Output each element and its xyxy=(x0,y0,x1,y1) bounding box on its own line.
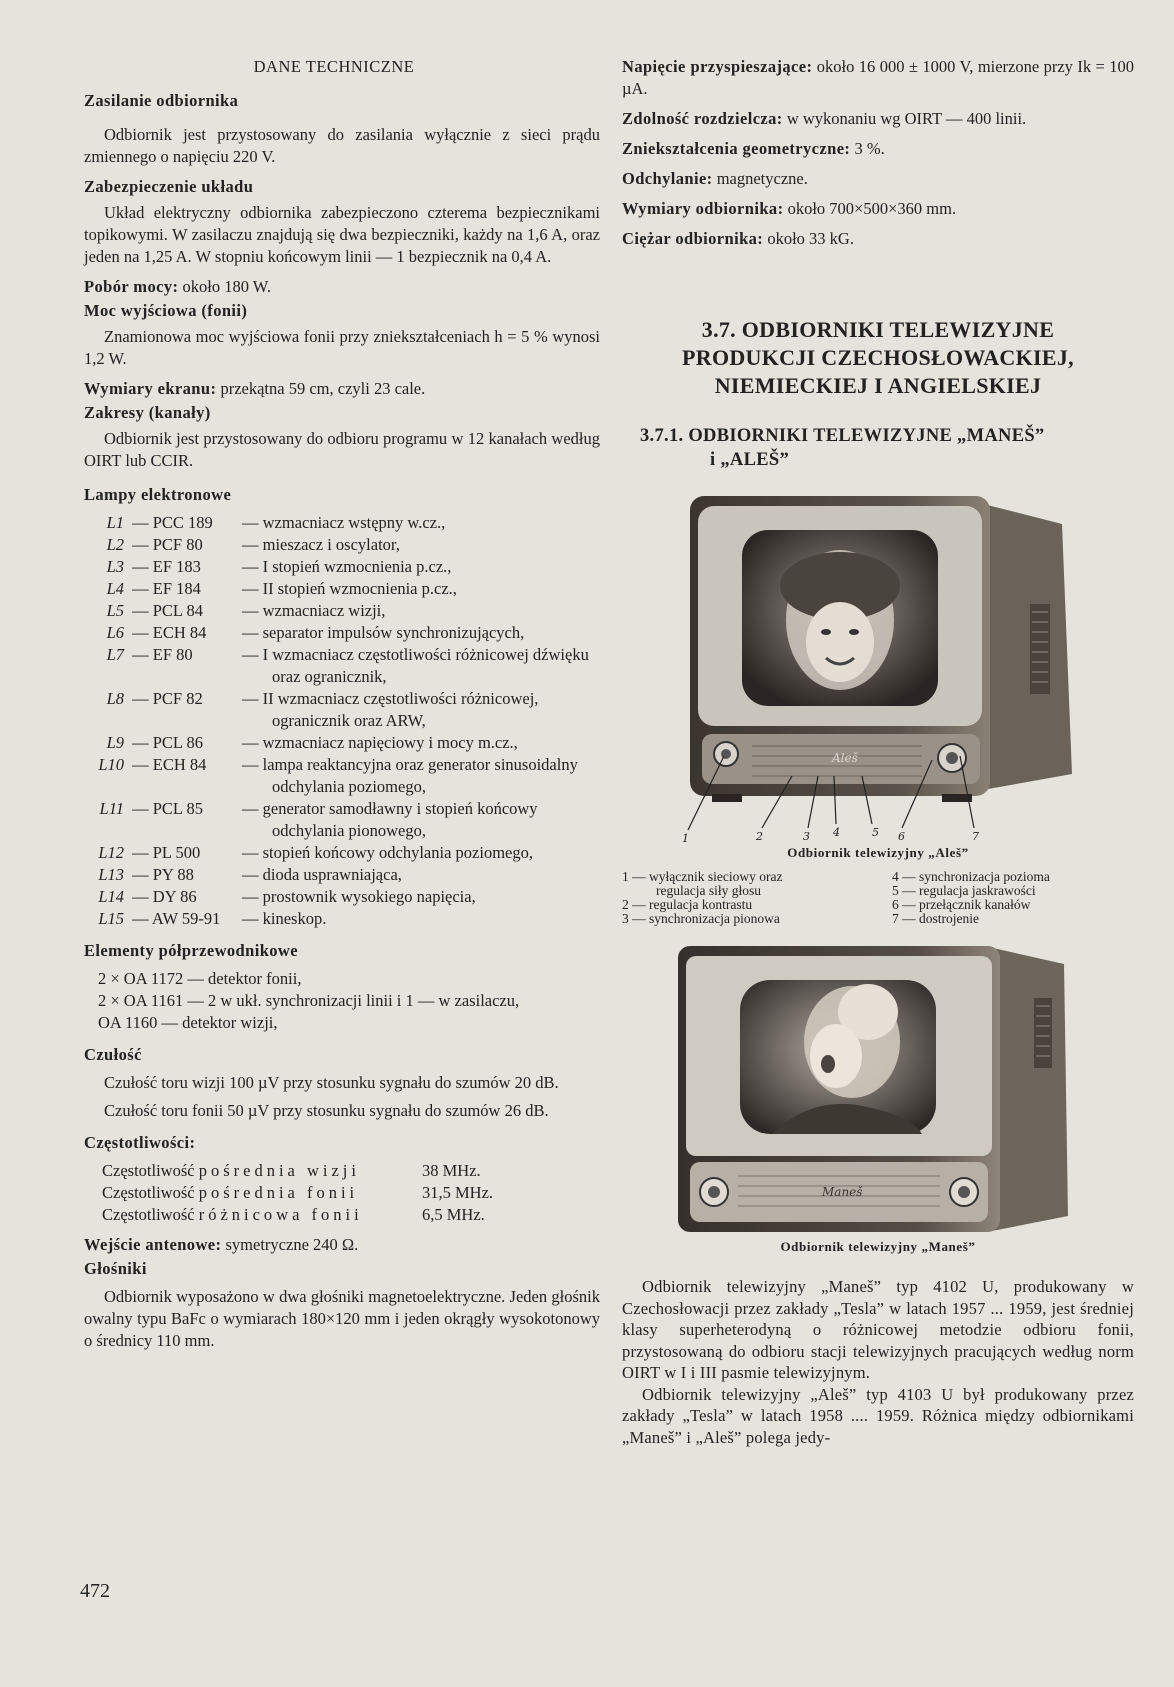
lamp-row: L1 — PCC 189 — wzmacniacz wstępny w.cz., xyxy=(94,512,600,534)
lamp-id: L5 xyxy=(106,601,124,620)
ales-paragraph: Odbiornik telewizyjny „Aleš” typ 4103 U był produkowany przez zakłady „Tesla” w latach 1958 .... 1959. Różnica między odbiornikami „Maneš” i „Aleš” polega jedy- xyxy=(622,1384,1134,1447)
page-number: 472 xyxy=(80,1580,110,1602)
lamp-row: L11 — PCL 85 — generator samodławny i stopień końcowy odchylania pionowego, xyxy=(94,798,600,842)
freq-value: 6,5 MHz. xyxy=(422,1205,485,1224)
lamp-desc: — I stopień wzmocnienia p.cz., xyxy=(242,557,452,576)
zabezpieczenie-heading: Zabezpieczenie układu xyxy=(84,177,254,196)
wymiary-value: około 700×500×360 mm. xyxy=(783,199,957,218)
ciezar-line xyxy=(622,228,1134,250)
freq-prefix: Częstotliwość xyxy=(102,1205,199,1224)
tv-ales-image xyxy=(622,494,1134,844)
lamp-type: PCL 86 xyxy=(152,733,204,752)
lamp-row: L4 — EF 184 — II stopień wzmocnienia p.cz., xyxy=(94,578,600,600)
lamp-desc: — prostownik wysokiego napięcia, xyxy=(242,887,476,906)
lamp-id: L1 xyxy=(106,513,124,532)
manes-paragraph: Odbiornik telewizyjny „Maneš” typ 4102 U, produkowany w Czechosłowacji przez zakłady „Tesla” w latach 1957 ... 1959, jest średniej klasy superheterodyną o różnicowej metodzie odbioru fonii, przystosowaną do odbioru stacji telewizyjnych pracujących według norm OIRT w I i III pasmie telewizyjnym. xyxy=(622,1277,1134,1382)
lamp-id: L4 xyxy=(106,579,124,598)
napiecie-line xyxy=(622,56,1134,100)
zakresy-text: Odbiornik jest przystosowany do odbioru programu w 12 kanałach według OIRT lub CCIR. xyxy=(84,429,600,470)
lamp-desc: — kineskop. xyxy=(242,909,327,928)
legend-item: regulacja siły głosu xyxy=(656,883,761,898)
lamp-desc: — II wzmacniacz częstotliwości różnicowej, ogranicznik oraz ARW, xyxy=(242,689,539,730)
legend-item: 6 — przełącznik kanałów xyxy=(892,897,1031,912)
legend-item: 1 — wyłącznik sieciowy oraz xyxy=(622,869,783,884)
lamp-id: L12 xyxy=(98,843,124,862)
odchylanie-line xyxy=(622,168,1134,190)
callout-1: 1 xyxy=(682,832,689,844)
lamp-type: ECH 84 xyxy=(152,755,207,774)
lamp-desc: — generator samodławny i stopień końcowy odchylania pionowego, xyxy=(242,799,538,840)
wymiary-label: Wymiary odbiornika: xyxy=(622,199,784,218)
lamp-row: L2 — PCF 80 — mieszacz i oscylator, xyxy=(94,534,600,556)
freq-prefix: Częstotliwość xyxy=(102,1161,199,1180)
pobor-mocy-label: Pobór mocy: xyxy=(84,277,179,296)
legend-left xyxy=(622,870,892,926)
lamp-row: L15 — AW 59-91 — kineskop. xyxy=(94,908,600,930)
zdolnosc-label: Zdolność rozdzielcza: xyxy=(622,109,783,128)
lamp-type: EF 183 xyxy=(152,557,201,576)
lamp-row: L12 — PL 500 — stopień końcowy odchylania poziomego, xyxy=(94,842,600,864)
tv-ales-brand: Aleš xyxy=(832,751,858,765)
lamp-desc: — II stopień wzmocnienia p.cz., xyxy=(242,579,457,598)
lamp-type: PL 500 xyxy=(152,843,201,862)
lamp-desc: — I wzmacniacz częstotliwości różnicowej dźwięku oraz ogranicznik, xyxy=(242,645,589,686)
legend-item: 3 — synchronizacja pionowa xyxy=(622,911,780,926)
wejscie-value: symetryczne 240 Ω. xyxy=(221,1235,359,1254)
wymiary-ekranu-label: Wymiary ekranu: xyxy=(84,379,217,398)
lamp-row: L14 — DY 86 — prostownik wysokiego napięcia, xyxy=(94,886,600,908)
lamp-row: L13 — PY 88 — dioda usprawniająca, xyxy=(94,864,600,886)
lamp-id: L7 xyxy=(106,645,124,664)
lamp-row: L6 — ECH 84 — separator impulsów synchronizujących, xyxy=(94,622,600,644)
callout-3: 3 xyxy=(803,830,810,843)
legend-item: 7 — dostrojenie xyxy=(892,911,979,926)
lamp-desc: — wzmacniacz napięciowy i mocy m.cz., xyxy=(242,733,518,752)
legend-item: 4 — synchronizacja pozioma xyxy=(892,869,1050,884)
lamp-desc: — wzmacniacz wstępny w.cz., xyxy=(242,513,446,532)
lamp-id: L3 xyxy=(106,557,124,576)
callout-6: 6 xyxy=(898,830,905,843)
callout-4: 4 xyxy=(833,826,840,839)
lamp-id: L10 xyxy=(98,755,124,774)
czulosc-heading: Czułość xyxy=(84,1045,142,1064)
callout-5: 5 xyxy=(872,826,879,839)
zdolnosc-value: w wykonaniu wg OIRT — 400 linii. xyxy=(782,109,1027,128)
lamp-type: EF 80 xyxy=(152,645,193,664)
freq-row xyxy=(84,1204,600,1226)
ciezar-value: około 33 kG. xyxy=(763,229,854,248)
left-column xyxy=(84,56,600,1352)
lamp-row: L5 — PCL 84 — wzmacniacz wizji, xyxy=(94,600,600,622)
lamp-desc: — stopień końcowy odchylania poziomego, xyxy=(242,843,533,862)
legend-item: 5 — regulacja jaskrawości xyxy=(892,883,1036,898)
fig1-caption: Odbiornik telewizyjny „Aleš” xyxy=(787,845,969,860)
section-title-line-3: NIEMIECKIEJ I ANGIELSKIEJ xyxy=(714,373,1042,398)
lamp-type: PCF 80 xyxy=(152,535,203,554)
freq-value: 38 MHz. xyxy=(422,1161,481,1180)
subsection-title-line-1: 3.7.1. ODBIORNIKI TELEWIZYJNE „MANEŠ” xyxy=(640,426,1045,446)
lamp-id: L6 xyxy=(106,623,124,642)
pobor-mocy-value: około 180 W. xyxy=(178,277,271,296)
section-title-line-1: 3.7. ODBIORNIKI TELEWIZYJNE xyxy=(701,317,1055,342)
section-title-line-2: PRODUKCJI CZECHOSŁOWACKIEJ, xyxy=(682,345,1074,370)
callout-7: 7 xyxy=(972,830,979,843)
elementy-heading: Elementy półprzewodnikowe xyxy=(84,941,298,960)
znieksztalcenia-line xyxy=(622,138,1134,160)
glosniki-text: Odbiornik wyposażono w dwa głośniki magnetoelektryczne. Jeden głośnik owalny typu BaFc o wymiarach 180×120 mm i jeden okrągły wysokotonowy o średnicy 110 mm. xyxy=(84,1287,600,1350)
czestotliwosci-heading: Częstotliwości: xyxy=(84,1133,196,1152)
zabezpieczenie-text: Układ elektryczny odbiornika zabezpieczono czterema bezpiecznikami topikowymi. W zasilaczu znajdują się dwa bezpieczniki, każdy na 1,6 A, oraz jeden na 1,25 A. W stopniu końcowym linii — 1 bezpiecznik na 0,4 A. xyxy=(84,203,600,266)
lamp-id: L11 xyxy=(99,799,124,818)
lamp-type: ECH 84 xyxy=(152,623,207,642)
znieksztalcenia-label: Zniekształcenia geometryczne: xyxy=(622,139,851,158)
figure-ales xyxy=(622,494,1134,844)
lamp-desc: — wzmacniacz wizji, xyxy=(242,601,386,620)
freq-prefix: Częstotliwość xyxy=(102,1183,199,1202)
freq-label: pośrednia wizji xyxy=(198,1161,360,1180)
napiecie-value: około 16 000 ± 1000 V, mierzone przy Ik = 100 µA. xyxy=(622,57,1134,98)
moc-text: Znamionowa moc wyjściowa fonii przy zniekształceniach h = 5 % wynosi 1,2 W. xyxy=(84,327,600,368)
wymiary-ekranu-line xyxy=(84,378,600,400)
wymiary-line xyxy=(622,198,1134,220)
element-item: 2 × OA 1172 — detektor fonii, xyxy=(98,969,302,988)
freq-value: 31,5 MHz. xyxy=(422,1183,494,1202)
lamp-type: PCF 82 xyxy=(152,689,203,708)
lamp-id: L8 xyxy=(106,689,124,708)
wejscie-label: Wejście antenowe: xyxy=(84,1235,222,1254)
lampy-heading: Lampy elektronowe xyxy=(84,485,232,504)
lamp-id: L15 xyxy=(98,909,124,928)
ciezar-label: Ciężar odbiornika: xyxy=(622,229,764,248)
zdolnosc-line xyxy=(622,108,1134,130)
lamp-type: DY 86 xyxy=(152,887,197,906)
lamp-type: PCC 189 xyxy=(152,513,213,532)
lamp-row: L3 — EF 183 — I stopień wzmocnienia p.cz., xyxy=(94,556,600,578)
znieksztalcenia-value: 3 %. xyxy=(850,139,885,158)
odchylanie-label: Odchylanie: xyxy=(622,169,713,188)
wymiary-ekranu-value: przekątna 59 cm, czyli 23 cale. xyxy=(216,379,426,398)
lamp-row: L8 — PCF 82 — II wzmacniacz częstotliwości różnicowej, ogranicznik oraz ARW, xyxy=(94,688,600,732)
subsection-title-line-2: i „ALEŠ” xyxy=(710,450,789,470)
lamp-id: L9 xyxy=(106,733,124,752)
legend-item: 2 — regulacja kontrastu xyxy=(622,897,753,912)
element-item: OA 1160 — detektor wizji, xyxy=(98,1013,278,1032)
glosniki-heading: Głośniki xyxy=(84,1259,147,1278)
moc-heading: Moc wyjściowa (fonii) xyxy=(84,301,248,320)
lamp-desc: — separator impulsów synchronizujących, xyxy=(242,623,525,642)
zakresy-heading: Zakresy (kanały) xyxy=(84,403,211,422)
lamp-type: PCL 84 xyxy=(152,601,204,620)
lamp-id: L2 xyxy=(106,535,124,554)
fig2-caption: Odbiornik telewizyjny „Maneš” xyxy=(780,1239,976,1254)
lamp-type: EF 184 xyxy=(152,579,201,598)
pobor-mocy-line xyxy=(84,276,600,298)
napiecie-label: Napięcie przyspieszające: xyxy=(622,57,813,76)
element-item: 2 × OA 1161 — 2 w ukł. synchronizacji linii i 1 — w zasilaczu, xyxy=(98,991,520,1010)
odchylanie-value: magnetyczne. xyxy=(712,169,808,188)
figure-manes xyxy=(622,946,1134,1236)
right-column xyxy=(622,56,1134,1448)
zasilanie-text: Odbiornik jest przystosowany do zasilania wyłącznie z sieci prądu zmiennego o napięciu 220 V. xyxy=(84,125,600,166)
lamp-row: L10 — ECH 84 — lampa reaktancyjna oraz generator sinusoidalny odchylania poziomego, xyxy=(94,754,600,798)
wejscie-line xyxy=(84,1234,600,1256)
tv-manes-image xyxy=(622,946,1134,1236)
lamp-type: PY 88 xyxy=(152,865,194,884)
page-header: DANE TECHNICZNE xyxy=(253,57,415,76)
lamp-desc: — mieszacz i oscylator, xyxy=(242,535,400,554)
freq-label: różnicowa fonii xyxy=(198,1205,363,1224)
lamp-desc: — lampa reaktancyjna oraz generator sinusoidalny odchylania poziomego, xyxy=(242,755,578,796)
lamp-desc: — dioda usprawniająca, xyxy=(242,865,402,884)
freq-row xyxy=(84,1160,600,1182)
lampy-list xyxy=(94,512,600,930)
callout-2: 2 xyxy=(756,830,763,843)
lamp-id: L13 xyxy=(98,865,124,884)
freq-row xyxy=(84,1182,600,1204)
lamp-row: L7 — EF 80 — I wzmacniacz częstotliwości różnicowej dźwięku oraz ogranicznik, xyxy=(94,644,600,688)
fig1-legend xyxy=(622,870,1134,926)
tv-manes-brand: Maneš xyxy=(822,1185,863,1199)
czulosc-wizji: Czułość toru wizji 100 µV przy stosunku sygnału do szumów 20 dB. xyxy=(104,1073,559,1092)
lamp-id: L14 xyxy=(98,887,124,906)
czulosc-fonii: Czułość toru fonii 50 µV przy stosunku sygnału do szumów 26 dB. xyxy=(104,1101,549,1120)
freq-label: pośrednia fonii xyxy=(198,1183,359,1202)
legend-right xyxy=(892,870,1134,926)
lamp-type: PCL 85 xyxy=(152,799,204,818)
lamp-type: AW 59-91 xyxy=(151,909,221,928)
lamp-row: L9 — PCL 86 — wzmacniacz napięciowy i mocy m.cz., xyxy=(94,732,600,754)
zasilanie-heading: Zasilanie odbiornika xyxy=(84,91,239,110)
